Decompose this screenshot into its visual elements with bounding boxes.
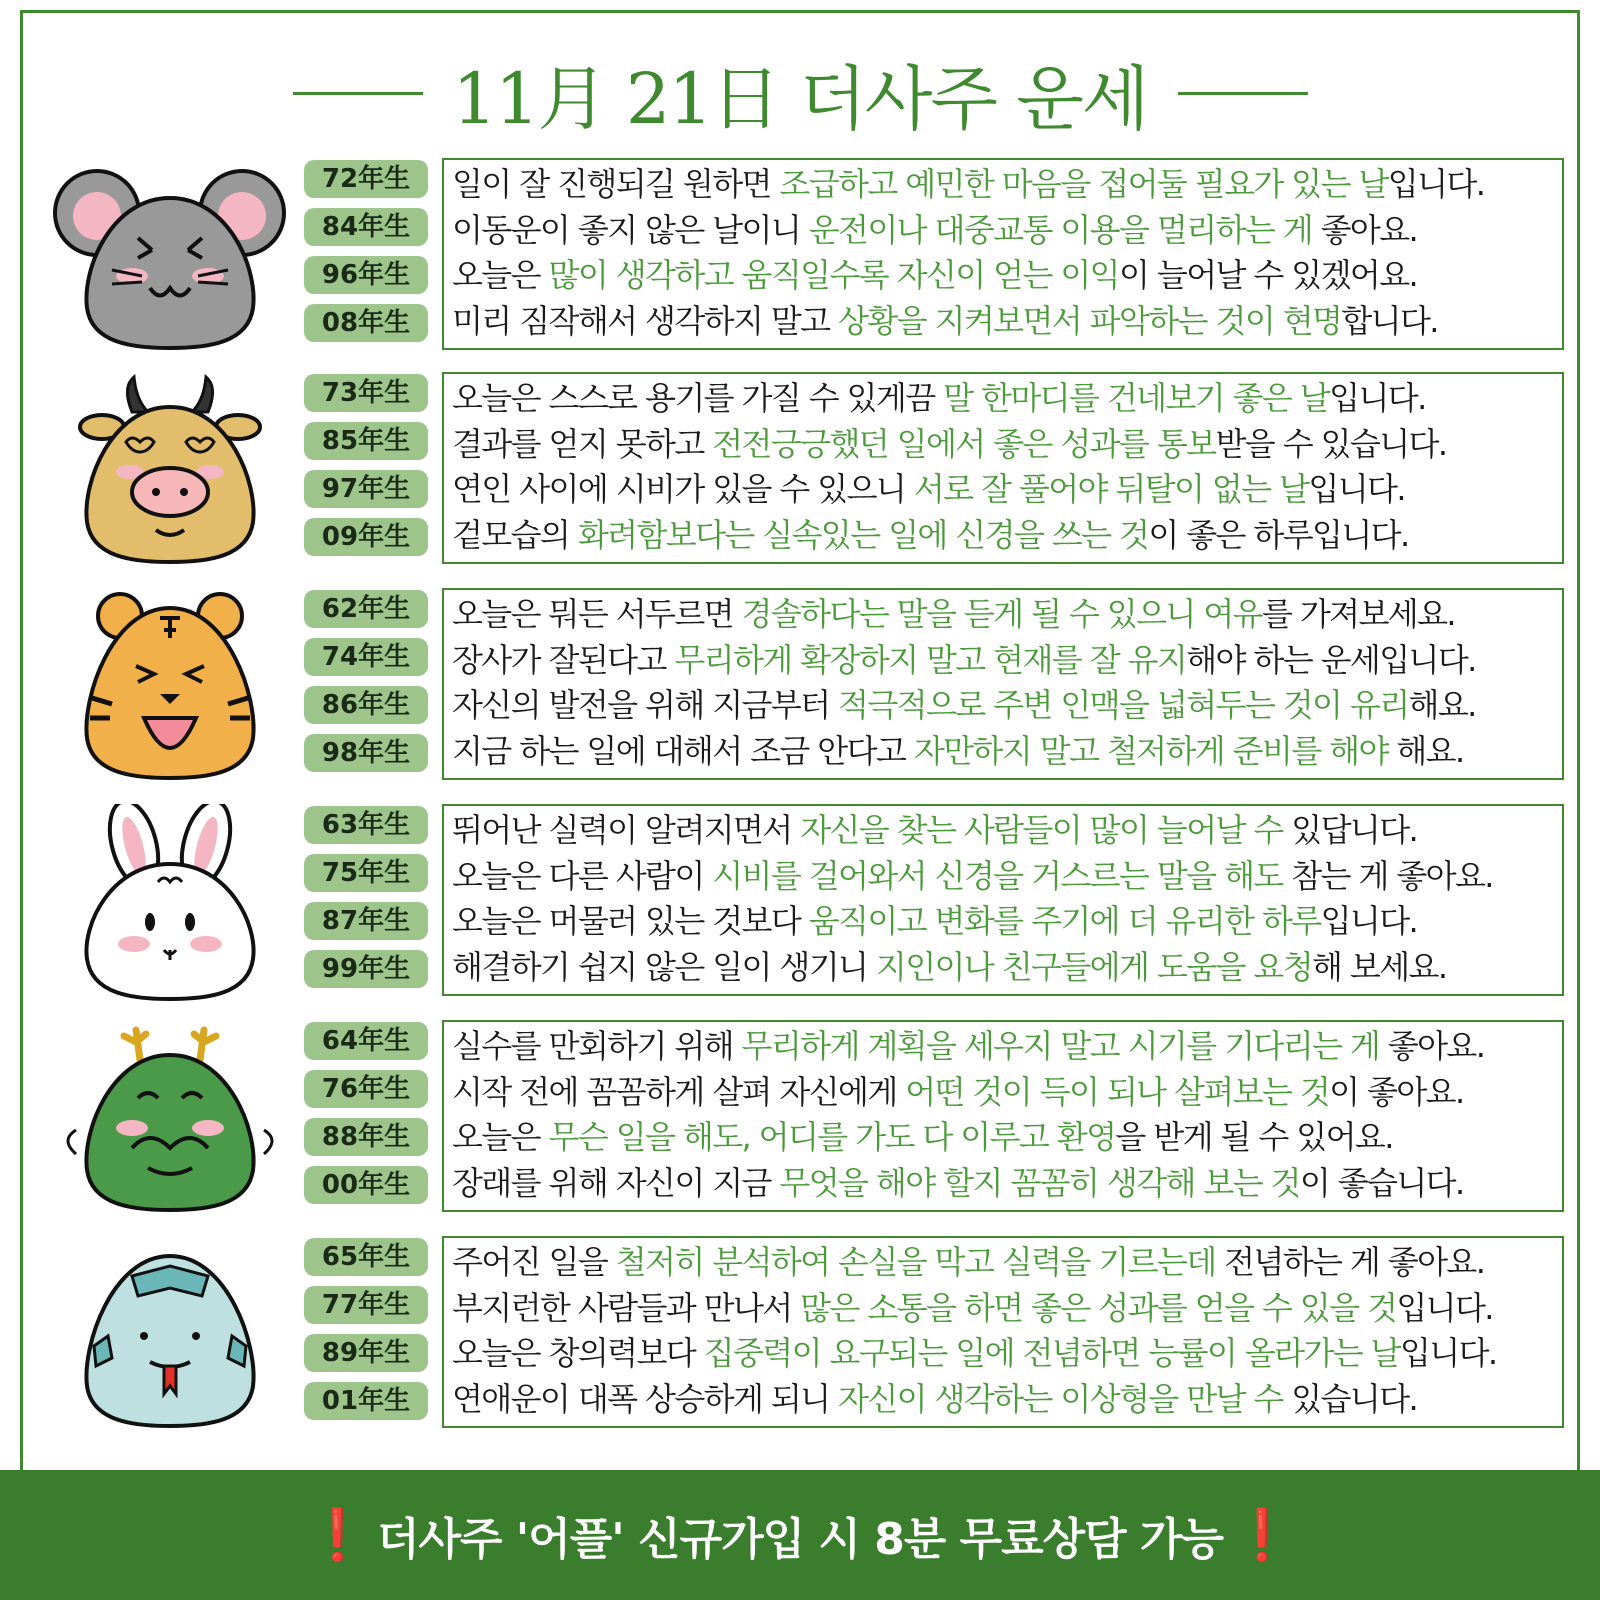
fortune-line: 뛰어난 실력이 알려지면서 자신을 찾는 사람들이 많이 늘어날 수 있답니다. <box>452 811 1418 849</box>
fortune-text-box <box>442 158 1564 350</box>
fortune-line: 오늘은 창의력보다 집중력이 요구되는 일에 전념하면 능률이 올라가는 날입니다. <box>452 1334 1497 1372</box>
birth-year-list <box>304 374 430 566</box>
exclamation-icon: ❗ <box>1231 1505 1294 1564</box>
birth-year-list <box>304 806 430 998</box>
fortune-line: 주어진 일을 철저히 분석하여 손실을 막고 실력을 기르는데 전념하는 게 좋아요. <box>452 1243 1485 1281</box>
rat-icon <box>52 158 288 358</box>
birth-year-badge: 99年生 <box>304 950 428 988</box>
fortune-line: 겉모습의 화려함보다는 실속있는 일에 신경을 쓰는 것이 좋은 하루입니다. <box>452 515 1409 554</box>
exclamation-icon: ❗ <box>306 1505 369 1564</box>
fortune-section-ox <box>52 372 1568 572</box>
fortune-line: 오늘은 뭐든 서두르면 경솔하다는 말을 듣게 될 수 있으니 여유를 가져보세요. <box>452 595 1455 633</box>
fortune-text-box <box>442 1020 1564 1212</box>
birth-year-badge: 74年生 <box>304 638 428 676</box>
birth-year-badge: 87年生 <box>304 902 428 940</box>
promo-banner <box>0 1470 1600 1600</box>
fortune-line: 장사가 잘된다고 무리하게 확장하지 말고 현재를 잘 유지해야 하는 운세입니다. <box>452 640 1476 679</box>
birth-year-badge: 97年生 <box>304 470 428 508</box>
fortune-line: 오늘은 스스로 용기를 가질 수 있게끔 말 한마디를 건네보기 좋은 날입니다. <box>452 379 1426 417</box>
fortune-line: 자신의 발전을 위해 지금부터 적극적으로 주변 인맥을 넓혀두는 것이 유리해요. <box>452 686 1476 724</box>
fortune-section-snake <box>52 1236 1568 1436</box>
birth-year-badge: 01年生 <box>304 1382 428 1420</box>
title-left-rule <box>293 92 423 95</box>
fortune-section-rat <box>52 158 1568 358</box>
birth-year-badge: 09年生 <box>304 518 428 556</box>
birth-year-badge: 98年生 <box>304 734 428 772</box>
tiger-icon <box>52 588 288 788</box>
birth-year-badge: 08年生 <box>304 304 428 342</box>
rat-illustration <box>52 158 288 358</box>
fortune-line: 연인 사이에 시비가 있을 수 있으니 서로 잘 풀어야 뒤탈이 없는 날입니다. <box>452 470 1405 508</box>
ox-illustration <box>52 372 288 572</box>
fortune-line: 부지런한 사람들과 만나서 많은 소통을 하면 좋은 성과를 얻을 수 있을 것입니다. <box>452 1288 1493 1327</box>
snake-illustration <box>52 1236 288 1436</box>
fortune-line: 연애운이 대폭 상승하게 되니 자신이 생각하는 이상형을 만날 수 있습니다. <box>452 1379 1418 1418</box>
fortune-line: 결과를 얻지 못하고 전전긍긍했던 일에서 좋은 성과를 통보받을 수 있습니다. <box>452 424 1447 463</box>
fortune-text-box <box>442 372 1564 564</box>
fortune-section-dragon <box>52 1020 1568 1220</box>
dragon-icon <box>52 1020 288 1220</box>
fortune-line: 해결하기 쉽지 않은 일이 생기니 지인이나 친구들에게 도움을 요청해 보세요. <box>452 947 1447 986</box>
header <box>0 48 1600 138</box>
birth-year-badge: 96年生 <box>304 256 428 294</box>
birth-year-badge: 77年生 <box>304 1286 428 1324</box>
rabbit-illustration <box>52 804 288 1004</box>
snake-icon <box>52 1236 288 1436</box>
birth-year-badge: 89年生 <box>304 1334 428 1372</box>
fortune-section-tiger <box>52 588 1568 788</box>
birth-year-badge: 75年生 <box>304 854 428 892</box>
birth-year-badge: 00年生 <box>304 1166 428 1204</box>
tiger-illustration <box>52 588 288 788</box>
fortune-line: 오늘은 많이 생각하고 움직일수록 자신이 얻는 이익이 늘어날 수 있겠어요. <box>452 256 1418 294</box>
fortune-line: 오늘은 다른 사람이 시비를 걸어와서 신경을 거스르는 말을 해도 참는 게 좋아요. <box>452 856 1493 895</box>
ox-icon <box>52 372 288 572</box>
birth-year-badge: 64年生 <box>304 1022 428 1060</box>
fortune-line: 오늘은 머물러 있는 것보다 움직이고 변화를 주기에 더 유리한 하루입니다. <box>452 902 1418 940</box>
birth-year-list <box>304 590 430 782</box>
birth-year-badge: 72年生 <box>304 160 428 198</box>
fortune-line: 이동운이 좋지 않은 날이니 운전이나 대중교통 이용을 멀리하는 게 좋아요. <box>452 210 1418 249</box>
rabbit-icon <box>52 804 288 1004</box>
fortune-line: 장래를 위해 자신이 지금 무엇을 해야 할지 꼼꼼히 생각해 보는 것이 좋습니다. <box>452 1163 1464 1202</box>
birth-year-badge: 63年生 <box>304 806 428 844</box>
fortune-text-box <box>442 588 1564 780</box>
fortune-line: 시작 전에 꼼꼼하게 살펴 자신에게 어떤 것이 득이 되나 살펴보는 것이 좋아요. <box>452 1072 1464 1111</box>
promo-text: 더사주 '어플' 신규가입 시 8분 무료상담 가능 <box>376 1514 1224 1565</box>
birth-year-badge: 84年生 <box>304 208 428 246</box>
birth-year-badge: 86年生 <box>304 686 428 724</box>
birth-year-badge: 88年生 <box>304 1118 428 1156</box>
birth-year-badge: 73年生 <box>304 374 428 412</box>
birth-year-badge: 85年生 <box>304 422 428 460</box>
fortune-line: 일이 잘 진행되길 원하면 조급하고 예민한 마음을 접어둘 필요가 있는 날입니다. <box>452 165 1485 203</box>
fortune-text-box <box>442 1236 1564 1428</box>
birth-year-list <box>304 1022 430 1214</box>
fortune-text-box <box>442 804 1564 996</box>
dragon-illustration <box>52 1020 288 1220</box>
birth-year-badge: 62年生 <box>304 590 428 628</box>
page-title: 11月 21日 더사주 운세 <box>452 57 1148 140</box>
birth-year-list <box>304 1238 430 1430</box>
title-right-rule <box>1178 92 1308 95</box>
fortune-line: 실수를 만회하기 위해 무리하게 계획을 세우지 말고 시기를 기다리는 게 좋아요. <box>452 1027 1485 1065</box>
birth-year-badge: 65年生 <box>304 1238 428 1276</box>
fortune-line: 미리 짐작해서 생각하지 말고 상황을 지켜보면서 파악하는 것이 현명합니다. <box>452 301 1438 340</box>
fortune-line: 오늘은 무슨 일을 해도, 어디를 가도 다 이루고 환영을 받게 될 수 있어요. <box>452 1118 1393 1156</box>
birth-year-list <box>304 160 430 352</box>
birth-year-badge: 76年生 <box>304 1070 428 1108</box>
fortune-section-rabbit <box>52 804 1568 1004</box>
fortune-line: 지금 하는 일에 대해서 조금 안다고 자만하지 말고 철저하게 준비를 해야 해요. <box>452 731 1464 770</box>
